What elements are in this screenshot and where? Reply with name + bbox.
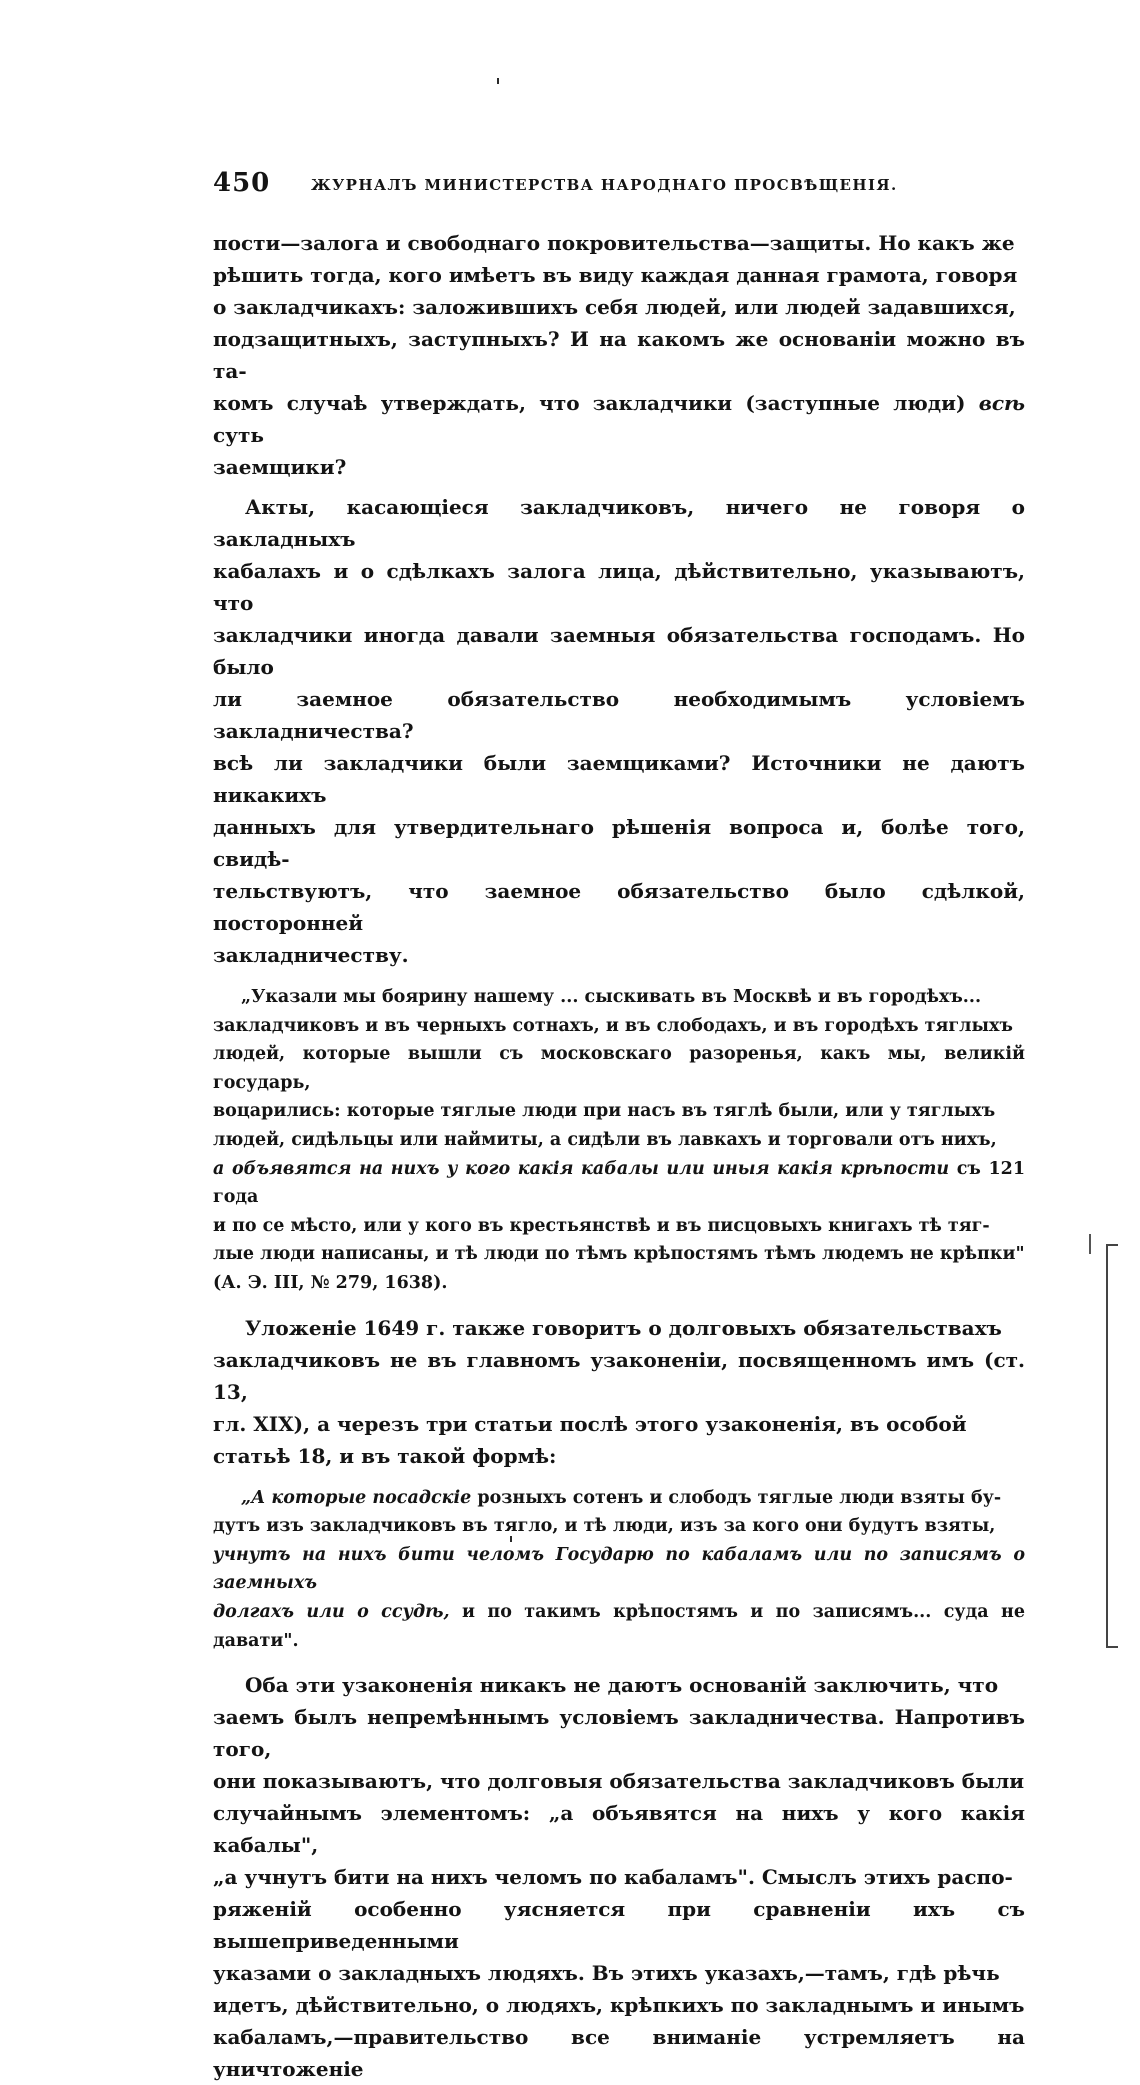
scan-edge-tick-1 bbox=[1108, 1244, 1118, 1246]
scan-margin-tick bbox=[1089, 1234, 1091, 1254]
quote-2 bbox=[213, 1484, 1025, 1656]
scan-edge-tick-2 bbox=[1108, 1646, 1118, 1648]
paragraph-1 bbox=[213, 227, 1025, 483]
quote-1-emphasis: а объявятся на нихъ у кого какія кабалы или иныя какія крѣпости bbox=[213, 1158, 950, 1179]
scan-mark-bottom bbox=[510, 1536, 512, 1542]
paragraph-3: Уложеніе 1649 г. также говоритъ о долговыхъ обязательствахъ закладчиковъ не въ главномъ узаконеніи, посвященномъ имъ (ст. 13, гл. XIX), а черезъ три статьи послѣ этого узаконенія, въ особой статьѣ 18, и въ такой формѣ: bbox=[213, 1315, 1025, 1468]
quote-2-part-b: и по такимъ крѣпостямъ и по записямъ... суда не давати". bbox=[213, 1601, 1026, 1651]
paragraph-1-emphasis: всѣ bbox=[978, 391, 1025, 415]
running-title: ЖУРНАЛЪ МИНИСТЕРСТВА НАРОДНАГО ПРОСВѢЩЕНІЯ. bbox=[311, 176, 898, 194]
scan-edge-line bbox=[1106, 1244, 1108, 1648]
quote-1 bbox=[213, 983, 1025, 1298]
quote-2-emphasis-2: учнутъ на нихъ бити челомъ Государю по кабаламъ или по записямъ о заемныхъ долгахъ или о ссудѣ, bbox=[213, 1544, 1025, 1622]
page-header bbox=[213, 168, 1023, 208]
paragraph-4: Оба эти узаконенія никакъ не даютъ основаній заключить, что заемъ былъ непремѣннымъ условіемъ закладничества. Напротивъ того, они показываютъ, что долговыя обязательства закладчиковъ были случайнымъ элементомъ: „а объявятся на нихъ у кого какія кабалы", „а учнутъ бити на нихъ челомъ по кабаламъ". Смыслъ этихъ распо- ряженій особенно уясняется при сравненіи ихъ съ вышеприведенными указами о закладныхъ людяхъ. Въ этихъ указахъ,—тамъ, гдѣ рѣчь идетъ, дѣйствительно, о людяхъ, крѣпкихъ по закладнымъ и инымъ кабаламъ,—правительство все вниманіе устремляетъ на уничтоженіе bbox=[213, 1673, 1025, 2082]
paragraph-1-text: пости—залога и свободнаго покровительства—защиты. Но какъ же рѣшить тогда, кого имѣетъ въ виду каждая данная грамота, говоря о закладчикахъ: заложившихъ себя людей, или людей задавшихся, подзащитныхъ, заступныхъ? И на какомъ же основаніи можно въ та- комъ случаѣ утверждать, что закладчики (заступные люди) bbox=[213, 231, 1025, 415]
body-text bbox=[213, 227, 1025, 2085]
page-number: 450 bbox=[213, 168, 271, 198]
quote-1-part-b: съ 121 года и по се мѣсто, или у кого въ крестьянствѣ и въ писцовыхъ книгахъ тѣ тяг- лые люди написаны, и тѣ люди по тѣмъ крѣпостямъ тѣмъ людемъ не крѣпки" (А. Э. III, № 279, 1638). bbox=[213, 1158, 1025, 1293]
paragraph-1-tail: суть заемщики? bbox=[213, 423, 347, 479]
quote-1-part-a: „Указали мы боярину нашему ... сыскивать въ Москвѣ и въ городѣхъ... закладчиковъ и въ черныхъ сотнахъ, и въ слободахъ, и въ городѣхъ тяглыхъ людей, которые вышли съ московскаго разоренья, какъ мы, великій государь, воцарились: которые тяглые люди при насъ въ тяглѣ были, или у тяглыхъ людей, сидѣльцы или наймиты, а сидѣли въ лавкахъ и торговали отъ нихъ, bbox=[213, 987, 1025, 1150]
quote-2-emphasis-1: „А которые посадскіе bbox=[241, 1487, 472, 1508]
paragraph-2: Акты, касающіеся закладчиковъ, ничего не говоря о закладныхъ кабалахъ и о сдѣлкахъ залога лица, дѣйствительно, указываютъ, что закладчики иногда давали заемныя обязательства господамъ. Но было ли заемное обязательство необходимымъ условіемъ закладничества? всѣ ли закладчики были заемщиками? Источники не даютъ никакихъ данныхъ для утвердительнаго рѣшенія вопроса и, болѣе того, свидѣ- тельствуютъ, что заемное обязательство было сдѣлкой, посторонней закладничеству. bbox=[213, 495, 1025, 967]
quote-2-part-a: розныхъ сотенъ и слободъ тяглые люди взяты бу- дутъ изъ закладчиковъ въ тягло, и тѣ люди, изъ за кого они будутъ взяты, bbox=[213, 1487, 1002, 1537]
scan-mark-top bbox=[497, 78, 499, 84]
